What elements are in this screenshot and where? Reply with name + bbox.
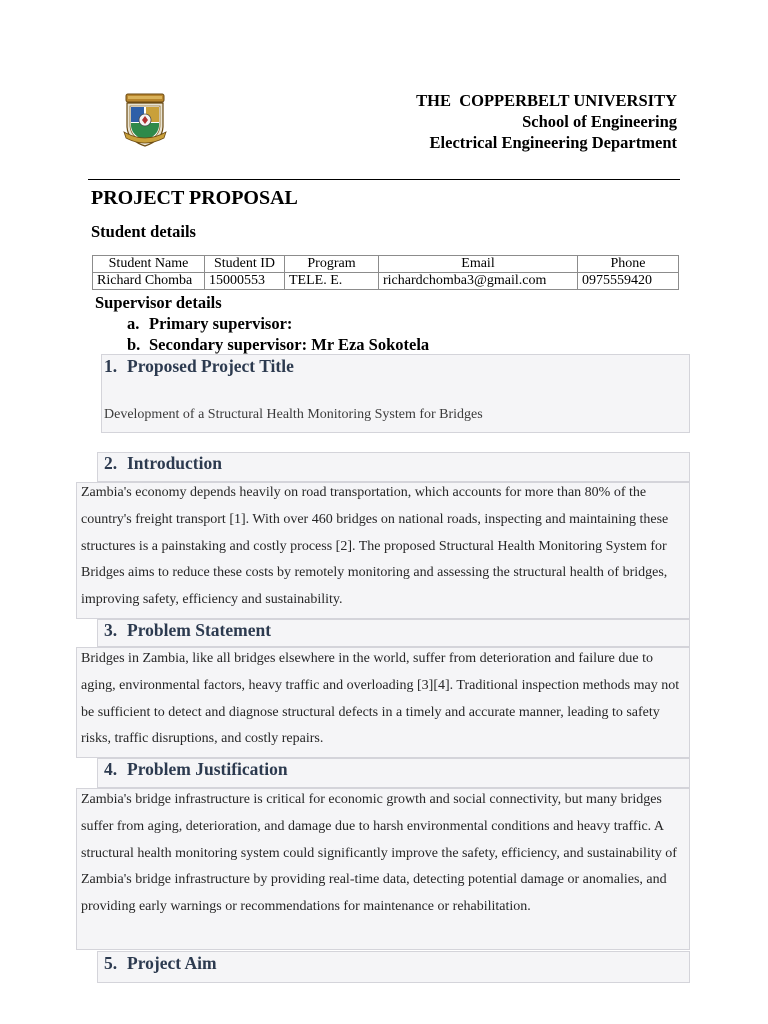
university-crest-logo bbox=[122, 92, 168, 148]
column-header-student-name: Student Name bbox=[93, 256, 205, 273]
section-number: 4. bbox=[104, 759, 118, 779]
department-name: Electrical Engineering Department bbox=[429, 133, 677, 152]
section-heading-proposed-title bbox=[104, 355, 294, 377]
section-heading-text: Problem Statement bbox=[127, 620, 272, 640]
section-heading-text: Introduction bbox=[127, 453, 222, 473]
student-details-table bbox=[92, 255, 679, 290]
student-id-cell: 15000553 bbox=[205, 273, 285, 290]
section-number: 3. bbox=[104, 620, 118, 640]
section-heading-text: Proposed Project Title bbox=[127, 356, 294, 376]
section-heading-problem-justification bbox=[104, 758, 288, 780]
student-details-heading: Student details bbox=[91, 222, 196, 241]
column-header-email: Email bbox=[379, 256, 578, 273]
project-title-text: Development of a Structural Health Monitoring System for Bridges bbox=[104, 407, 483, 422]
table-header-row bbox=[93, 256, 679, 273]
secondary-supervisor-label: Secondary supervisor: Mr Eza Sokotela bbox=[149, 335, 430, 354]
section-number: 5. bbox=[104, 953, 118, 973]
university-name: THE COPPERBELT UNIVERSITY bbox=[416, 91, 677, 110]
primary-supervisor-line bbox=[127, 313, 292, 334]
section-heading-problem-statement bbox=[104, 619, 271, 641]
header-divider bbox=[88, 179, 680, 180]
crest-emblem-icon bbox=[122, 92, 168, 148]
section-heading-introduction bbox=[104, 452, 222, 474]
problem-justification-paragraph: Zambia's bridge infrastructure is critical for economic growth and social connectivity, but many bridges suffer from aging, deterioration, and damage due to harsh environmental conditions and heavy traffic. A structural health monitoring system could significantly improve the safety, efficiency, and sustainability of Zambia's bridge infrastructure by providing real-time data, detecting potential damage or anomalies, and providing early warnings or recommendations for maintenance or rehabilitation. bbox=[81, 792, 677, 915]
student-name-cell: Richard Chomba bbox=[93, 273, 205, 290]
table-row bbox=[93, 273, 679, 290]
secondary-supervisor-line bbox=[127, 334, 429, 355]
column-header-program: Program bbox=[285, 256, 379, 273]
problem-statement-paragraph: Bridges in Zambia, like all bridges elsewhere in the world, suffer from deterioration and failure due to aging, environmental factors, heavy traffic and overloading [3][4]. Traditional inspection methods may not be sufficient to detect and diagnose structural defects in a timely and accurate manner, leading to safety risks, traffic disruptions, and costly repairs. bbox=[81, 651, 680, 747]
section-heading-project-aim bbox=[104, 952, 217, 974]
institution-header bbox=[416, 90, 677, 153]
program-cell: TELE. E. bbox=[285, 273, 379, 290]
section-number: 1. bbox=[104, 356, 118, 376]
supervisor-details-heading: Supervisor details bbox=[95, 293, 222, 312]
section-heading-text: Problem Justification bbox=[127, 759, 288, 779]
document-title: PROJECT PROPOSAL bbox=[91, 187, 298, 209]
column-header-student-id: Student ID bbox=[205, 256, 285, 273]
introduction-paragraph: Zambia's economy depends heavily on road transportation, which accounts for more than 80% of the country's freight transport [1]. With over 460 bridges on national roads, inspecting and maintaining these structures is a painstaking and costly process [2]. The proposed Structural Health Monitoring System for Bridges aims to reduce these costs by remotely monitoring and assessing the structural health of bridges, improving safety, efficiency and sustainability. bbox=[81, 485, 669, 608]
column-header-phone: Phone bbox=[578, 256, 679, 273]
school-name: School of Engineering bbox=[522, 112, 677, 131]
list-marker: a. bbox=[127, 314, 140, 333]
section-heading-text: Project Aim bbox=[127, 953, 217, 973]
list-marker: b. bbox=[127, 335, 141, 354]
email-cell: richardchomba3@gmail.com bbox=[379, 273, 578, 290]
phone-cell: 0975559420 bbox=[578, 273, 679, 290]
section-number: 2. bbox=[104, 453, 118, 473]
primary-supervisor-label: Primary supervisor: bbox=[149, 314, 293, 333]
